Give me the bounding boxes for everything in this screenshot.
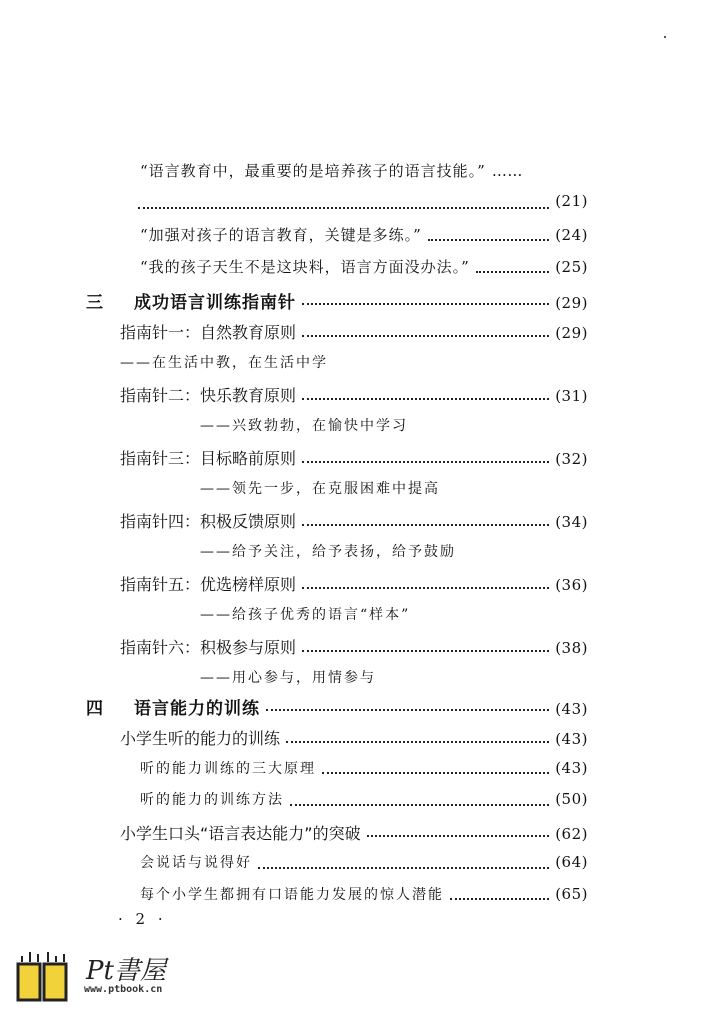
toc-entry-title: “语言教育中，最重要的是培养孩子的语言技能。” [140,162,486,180]
section-entry-title: 小学生口头“语言表达能力”的突破 [120,823,361,843]
guide-subtitle: ——领先一步，在克服困难中提高 [200,481,440,497]
guide-entry [120,572,588,596]
chapter-title: 语言能力的训练 [134,699,260,719]
leader-dots [476,270,549,273]
page-number: · 2 · [118,910,167,928]
page-ref: (65) [555,884,588,903]
guide-entry [120,320,588,344]
section-entry-title: 小学生听的能力的训练 [120,729,281,748]
guide-entry-title: 指南针五：优选榜样原则 [120,575,297,594]
leader-dots [266,708,549,711]
subsection-entry-title: 每个小学生都拥有口语能力发展的惊人潜能 [140,886,444,903]
leader-dots [302,460,549,463]
subsection-entry [140,852,588,876]
page-ref: (29) [555,294,588,312]
leader-dots [138,206,549,209]
watermark-name: Pt書屋 [86,956,166,986]
section-entry [120,821,588,845]
guide-entry [120,446,588,470]
page-ref: (50) [555,790,588,808]
page-ref: (31) [555,387,588,405]
guide-subtitle: ——给孩子优秀的语言“样本” [200,607,411,623]
subsection-entry-title: 会说话与说得好 [140,855,252,871]
guide-entry-title: 指南针二：快乐教育原则 [120,386,297,405]
toc-entry [140,256,588,280]
page-ref: (25) [555,258,588,276]
page-ref: (43) [555,700,588,718]
subsection-entry-title: 听的能力的训练方法 [140,792,284,808]
chapter-number: 四 [86,699,103,719]
leader-dots [258,866,549,869]
leader-dots [286,740,549,743]
page-ref: (38) [555,639,588,657]
page-ref: (34) [555,513,588,531]
leader-dots [302,302,549,305]
leader-dots [367,834,550,837]
page-ref: (43) [555,730,588,748]
page-ref: (32) [555,450,588,468]
toc-entry [132,192,588,216]
leader-dots [302,586,549,589]
trailing-ellipsis: …… [491,162,523,180]
guide-subtitle: ——用心参与，用情参与 [200,670,376,686]
guide-subtitle: ——给予关注，给予表扬，给予鼓励 [200,544,456,560]
watermark-url: www.ptbook.cn [84,984,163,995]
guide-entry [120,509,588,533]
subsection-entry-title: 听的能力训练的三大原理 [140,760,316,777]
leader-dots [450,897,549,900]
guide-entry [120,635,588,659]
page-ref: (24) [555,226,588,244]
page-ref: (43) [555,758,588,777]
guide-entry-title: 指南针四：积极反馈原则 [120,512,297,531]
leader-dots [302,523,549,526]
subsection-entry [140,758,588,782]
leader-dots [290,803,549,806]
page-ref: (21) [555,192,588,210]
subsection-entry [140,789,588,813]
toc-entry-title: “加强对孩子的语言教育，关键是多练。” [140,226,422,244]
guide-subtitle: ——兴致勃勃，在愉快中学习 [200,418,408,434]
guide-entry-title: 指南针一：自然教育原则 [120,323,297,342]
toc-entry [140,224,588,248]
guide-entry [120,383,588,407]
toc-entry-title: “我的孩子天生不是这块料，语言方面没办法。” [140,258,470,276]
toc-entry [140,160,578,184]
chapter-number: 三 [86,293,103,313]
leader-dots [322,771,549,774]
page-ref: (64) [555,853,588,871]
leader-dots [302,334,549,337]
chapter-heading [86,288,588,312]
guide-entry-title: 指南针六：积极参与原则 [120,638,297,657]
leader-dots [302,649,549,652]
page-ref: (29) [555,324,588,342]
chapter-title: 成功语言训练指南针 [134,293,296,313]
leader-dots [302,397,549,400]
chapter-heading [86,694,588,718]
page-ref: (62) [555,824,588,843]
scan-speck [664,36,666,38]
guide-entry-title: 指南针三：目标略前原则 [120,449,297,468]
subsection-entry [140,884,588,908]
guide-subtitle: ——在生活中教，在生活中学 [120,355,328,371]
section-entry [120,726,588,750]
leader-dots [428,238,549,241]
page-ref: (36) [555,576,588,594]
